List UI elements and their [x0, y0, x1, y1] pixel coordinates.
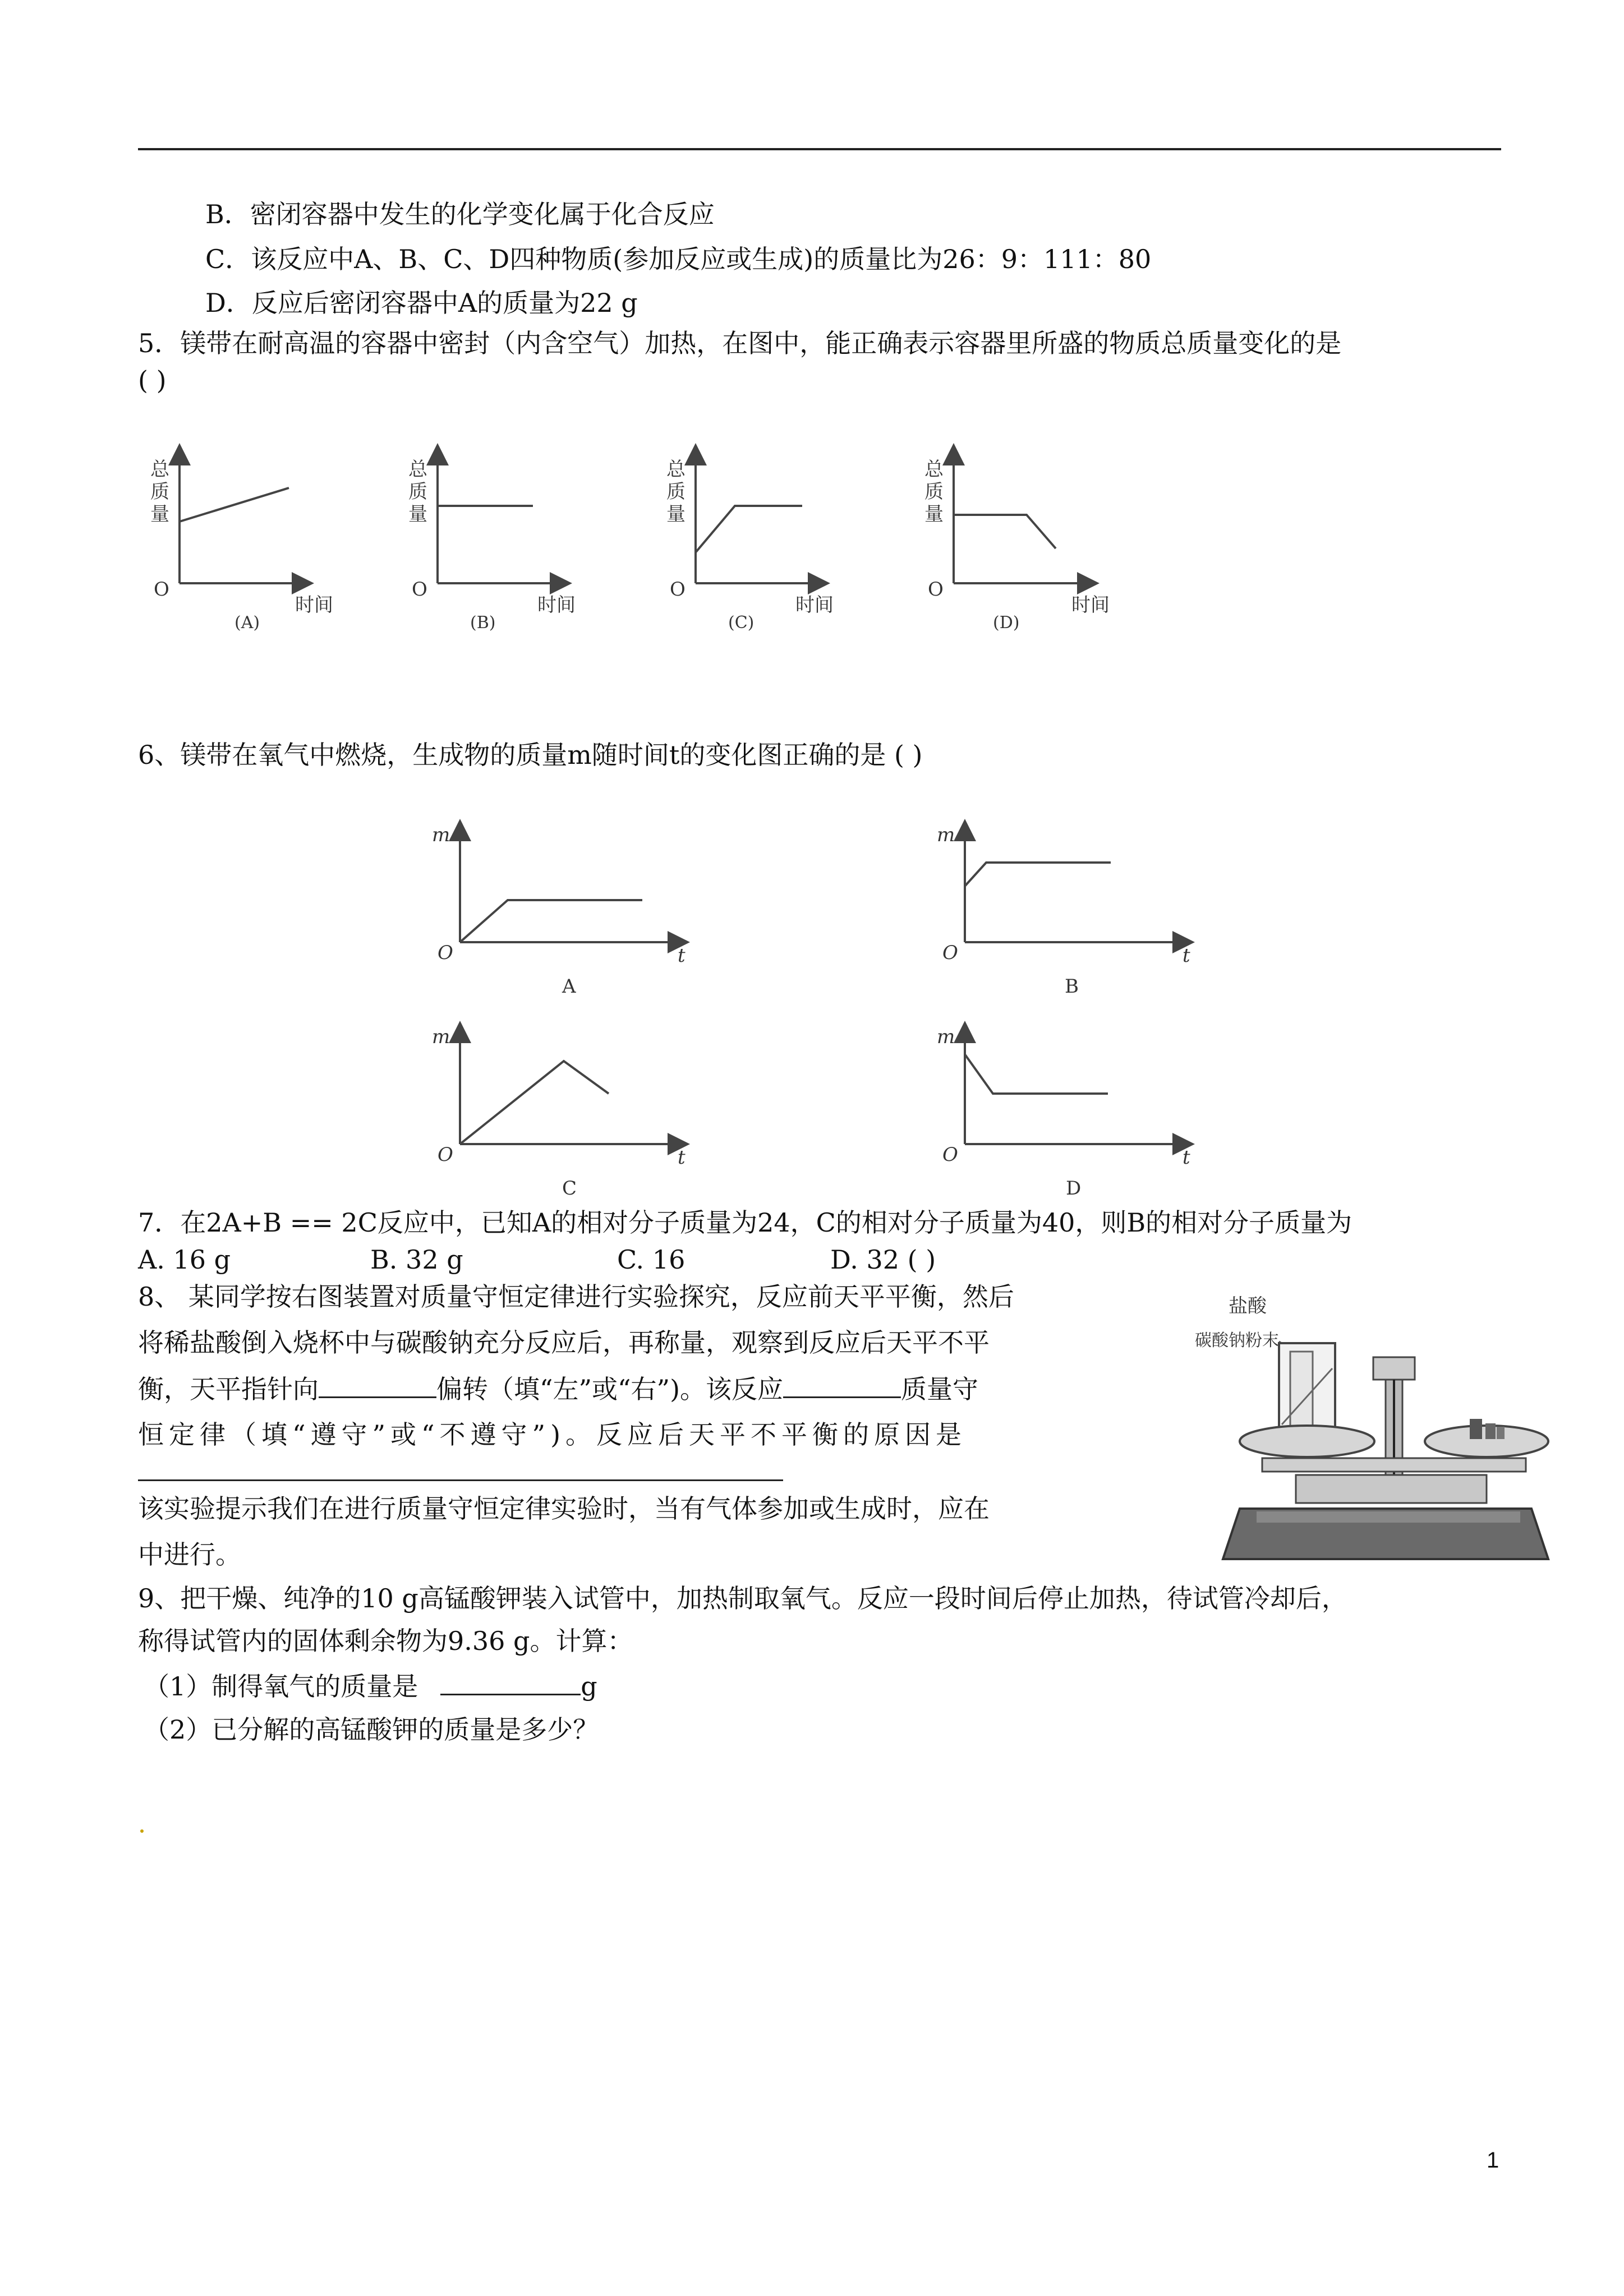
svg-text:m: m: [432, 1026, 450, 1048]
q5-curve-a: [180, 488, 289, 522]
q7-option-c: C. 16: [617, 1244, 686, 1275]
q8-line4: 恒定律（填“遵守”或“不遵守”)。反应后天平不平衡的原因是: [138, 1419, 967, 1450]
svg-text:质: 质: [666, 481, 686, 503]
q5-curve-c: [696, 506, 802, 552]
svg-text:总: 总: [408, 458, 427, 481]
q6-stem: 6、镁带在氧气中燃烧，生成物的质量m随时间t的变化图正确的是 ( ): [138, 740, 923, 770]
q7-option-d: D. 32 ( ): [830, 1244, 936, 1275]
svg-text:总: 总: [666, 458, 686, 481]
q6-graph-d-label: D: [1066, 1177, 1082, 1200]
q5-stem-line1: 5．镁带在耐高温的容器中密封（内含空气）加热，在图中，能正确表示容器里所盛的物质总质量变化的是: [138, 328, 1342, 358]
svg-text:m: m: [432, 824, 450, 846]
q9-line2: 称得试管内的固体剩余物为9.36 g。计算：: [138, 1626, 633, 1656]
svg-text:量: 量: [408, 503, 427, 525]
svg-text:O: O: [942, 942, 958, 964]
q5-xlabel: 时间: [295, 594, 333, 616]
q9-blank-oxygen-mass[interactable]: [440, 1669, 581, 1695]
svg-text:时间: 时间: [795, 594, 834, 616]
svg-text:O: O: [438, 942, 453, 964]
svg-text:总: 总: [924, 458, 944, 481]
q5-graph-d: [924, 454, 1110, 633]
svg-text:t: t: [1183, 944, 1190, 967]
svg-text:质: 质: [408, 481, 427, 503]
q6-graphs: [415, 824, 1189, 1217]
svg-text:O: O: [928, 578, 944, 601]
svg-text:t: t: [1183, 1146, 1190, 1169]
q8-line6: 该实验提示我们在进行质量守恒定律实验时，当有气体参加或生成时，应在: [138, 1493, 990, 1524]
q8-blank-direction[interactable]: [319, 1372, 436, 1398]
q5-graph-d-label: (D): [993, 613, 1020, 633]
q8-blank-reason[interactable]: [138, 1479, 783, 1481]
q5-ylabel-2: 质: [150, 481, 169, 503]
q5-graph-a: [150, 454, 333, 633]
q8-line2: 将稀盐酸倒入烧杯中与碳酸钠充分反应后，再称量，观察到反应后天平不平: [138, 1327, 990, 1358]
svg-text:量: 量: [666, 503, 686, 525]
q6-graph-a: [432, 824, 686, 998]
q6-graph-a-label: A: [562, 975, 576, 998]
q7-stem: 7．在2A+B == 2C反应中，已知A的相对分子质量为24，C的相对分子质量为40，则B的相对分子质量为: [138, 1207, 1352, 1238]
svg-text:量: 量: [924, 503, 944, 525]
label-sodium-carbonate-powder: 碳酸钠粉末: [1195, 1331, 1279, 1350]
q6-graph-b: [937, 824, 1190, 998]
q9-line1: 9、把干燥、纯净的10 g高锰酸钾装入试管中，加热制取氧气。反应一段时间后停止加热，待试管冷却后，: [138, 1583, 1347, 1613]
beaker-icon: [1279, 1343, 1335, 1439]
q5-origin: O: [154, 578, 169, 601]
q5-stem-line2: ( ): [138, 365, 167, 395]
page-number: 1: [1487, 2148, 1499, 2173]
q9-part1: [144, 1669, 597, 1703]
q5-ylabel-3: 量: [150, 503, 169, 525]
svg-text:O: O: [412, 578, 427, 601]
q6-graph-d: [937, 1026, 1190, 1200]
q6-curve-a: [460, 900, 642, 942]
q8-line1: 8、 某同学按右图装置对质量守恒定律进行实验探究，反应前天平平衡，然后: [138, 1281, 1014, 1312]
svg-text:O: O: [438, 1144, 453, 1166]
q8-line3-a: 衡，天平指针向: [138, 1374, 319, 1404]
q6-graph-c: [432, 1026, 686, 1200]
q4-option-d: D．反应后密闭容器中A的质量为22 g: [205, 288, 638, 318]
q8-line3-c: 质量守: [901, 1374, 979, 1404]
q4-option-c: C．该反应中A、B、C、D四种物质(参加反应或生成)的质量比为26：9：111：80: [205, 244, 1152, 274]
svg-text:时间: 时间: [537, 594, 576, 616]
q5-ylabel-1: 总: [150, 458, 169, 481]
q6-curve-c: [460, 1061, 609, 1144]
q5-graph-c: [666, 454, 834, 633]
q5-graphs: [135, 443, 1178, 656]
q5-graph-c-label: (C): [728, 613, 755, 633]
q4-option-b: B．密闭容器中发生的化学变化属于化合反应: [205, 199, 715, 229]
svg-text:O: O: [670, 578, 686, 601]
svg-text:m: m: [937, 1026, 955, 1048]
svg-text:t: t: [678, 944, 686, 967]
label-hydrochloric-acid: 盐酸: [1229, 1295, 1267, 1317]
q7-option-a: A. 16 g: [138, 1244, 231, 1275]
q6-graph-b-label: B: [1065, 975, 1079, 998]
q9-part2: （2）已分解的高锰酸钾的质量是多少？: [144, 1714, 599, 1745]
q6-graph-c-label: C: [562, 1177, 577, 1200]
q8-line3-b: 偏转（填“左”或“右”)。该反应: [436, 1374, 784, 1404]
svg-text:时间: 时间: [1071, 594, 1110, 616]
header-rule: [138, 148, 1501, 150]
q5-graph-a-label: (A): [234, 613, 260, 633]
svg-text:t: t: [678, 1146, 686, 1169]
svg-text:m: m: [937, 824, 955, 846]
q6-curve-b: [965, 863, 1111, 886]
q5-graph-b: [408, 454, 576, 633]
q9-part1-text: （1）制得氧气的质量是: [144, 1671, 418, 1702]
svg-text:质: 质: [924, 481, 944, 503]
q8-line7: 中进行。: [138, 1539, 241, 1570]
q9-part1-unit: g: [581, 1671, 597, 1702]
q6-curve-d: [965, 1054, 1108, 1094]
svg-text:O: O: [942, 1144, 958, 1166]
q8-line3: [138, 1372, 978, 1406]
balance-figure: [1195, 1290, 1554, 1570]
q8-blank-obey[interactable]: [783, 1372, 901, 1398]
q7-option-b: B. 32 g: [370, 1244, 463, 1275]
stray-dot: [140, 1829, 144, 1833]
q5-graph-b-label: (B): [470, 613, 496, 633]
q5-curve-d: [954, 515, 1056, 548]
